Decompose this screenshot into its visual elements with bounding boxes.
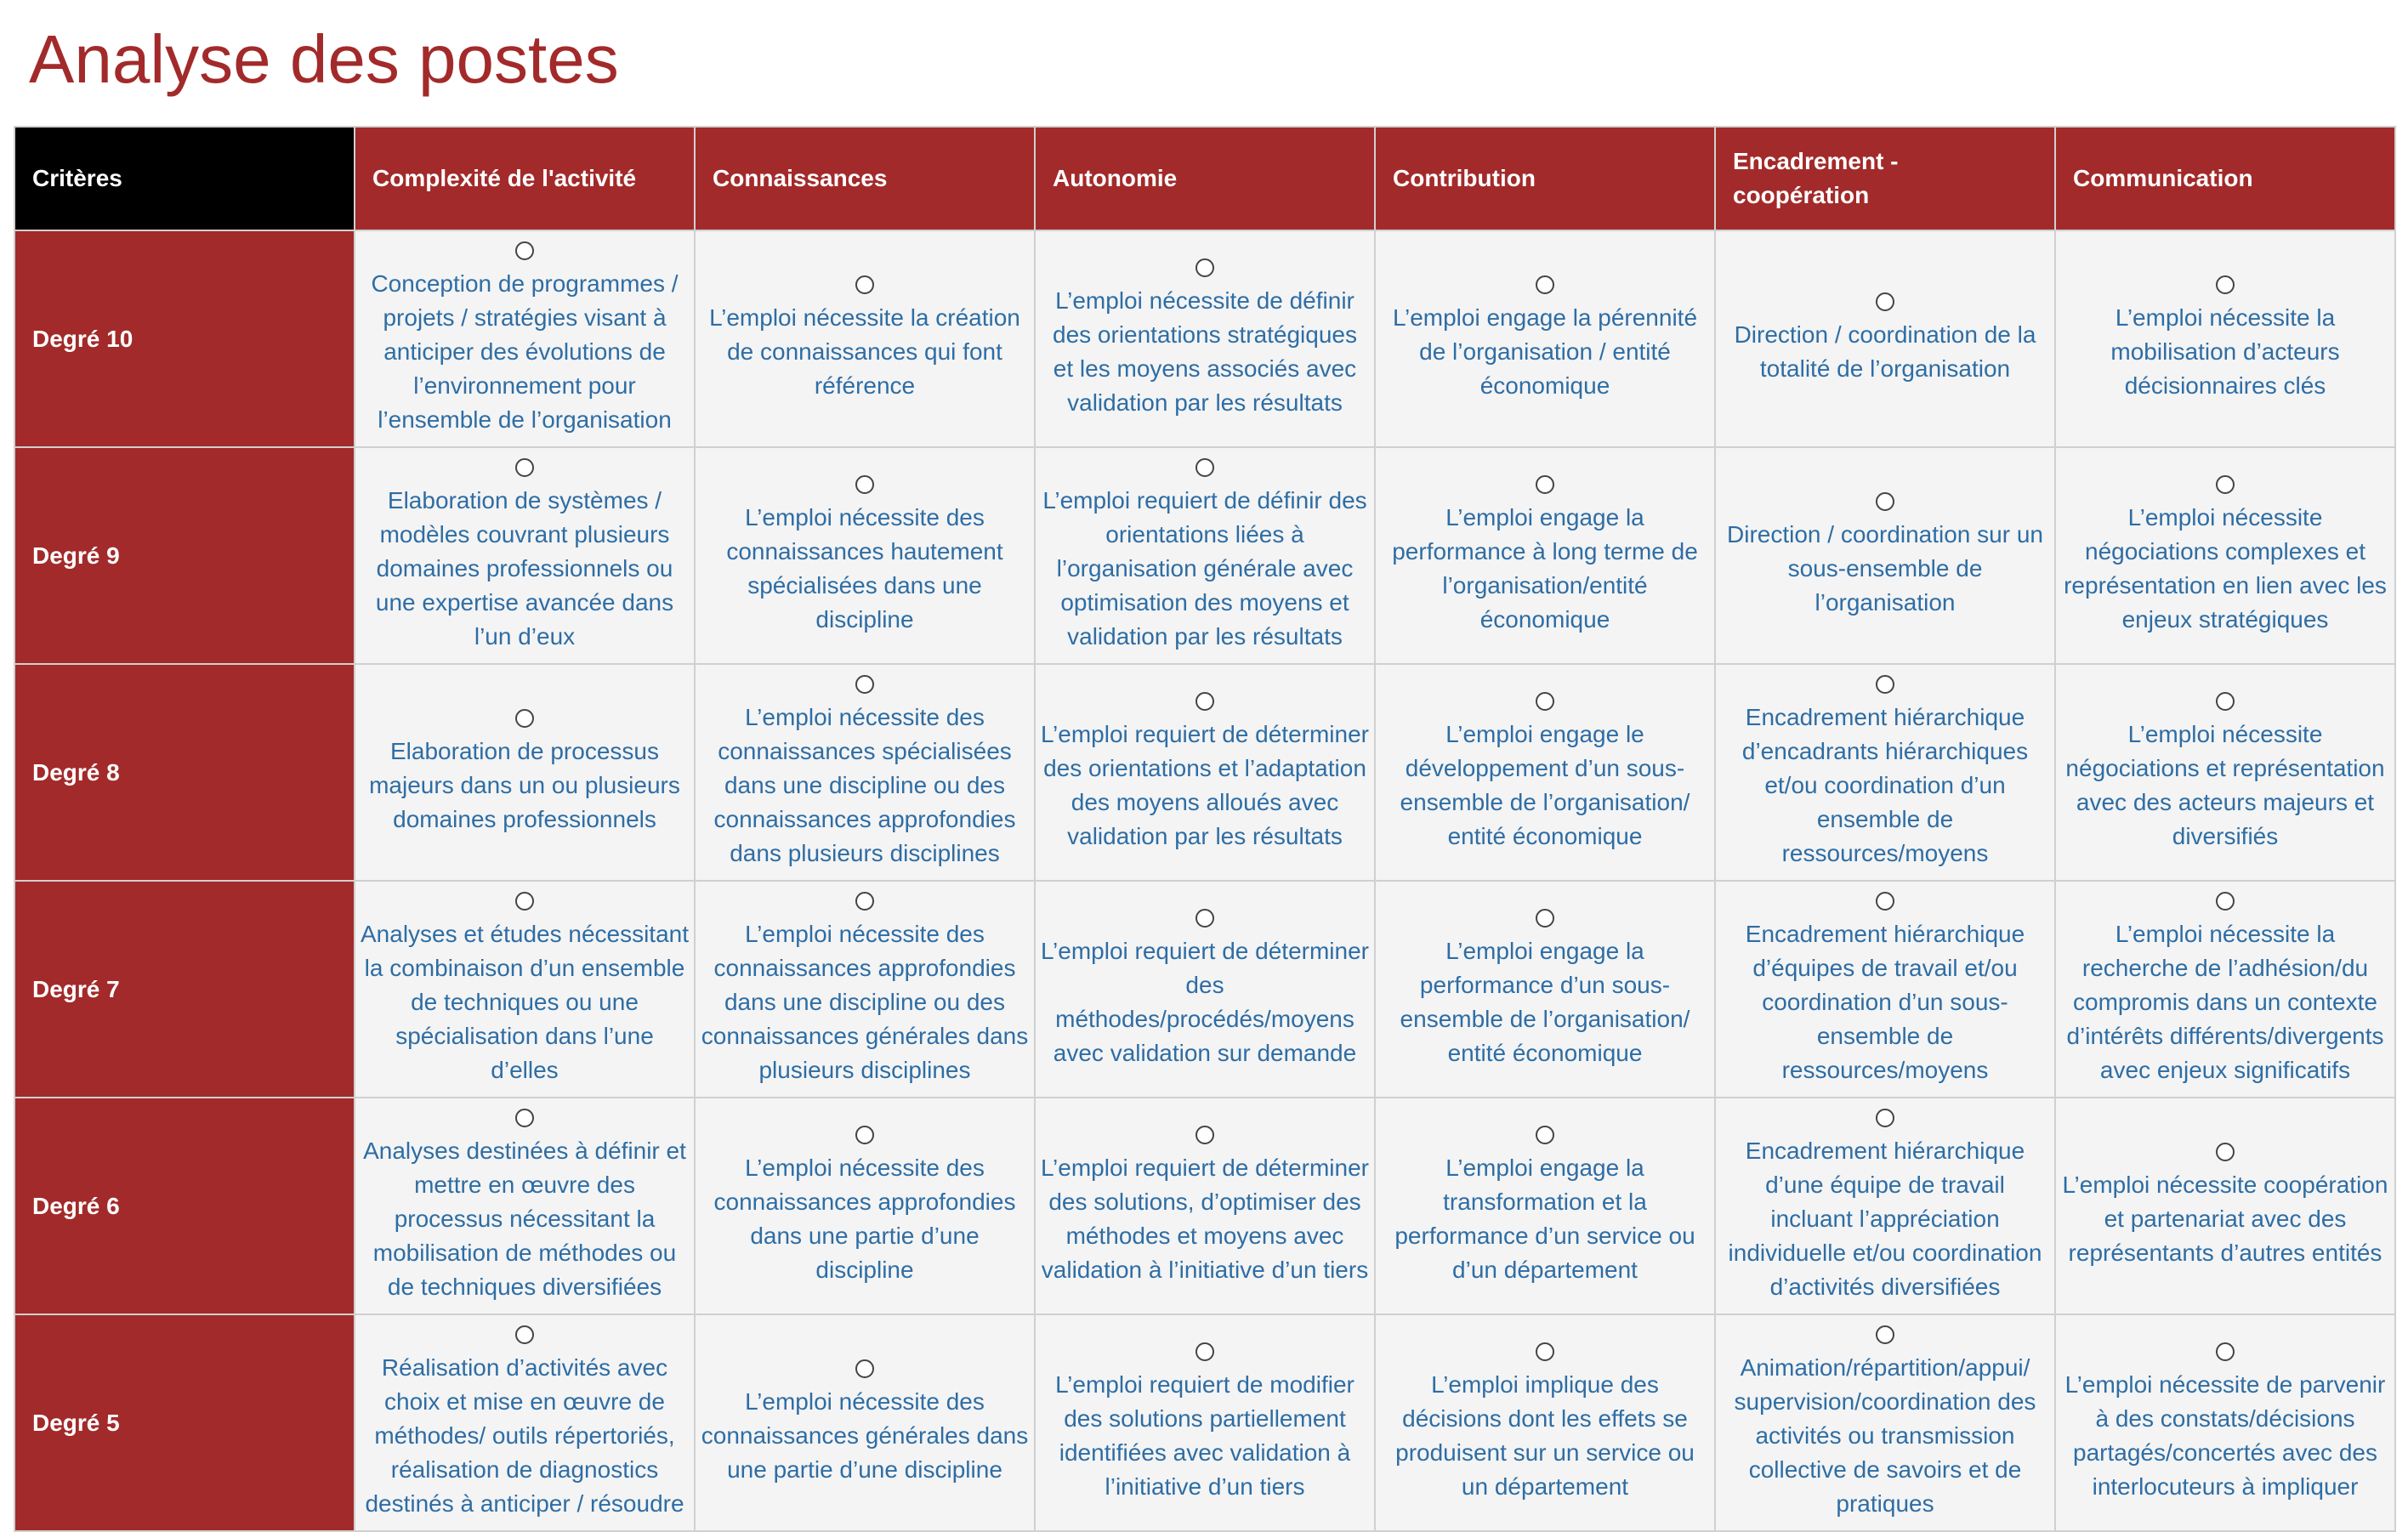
degree-row (14, 230, 2395, 447)
option-content (701, 275, 1029, 403)
option-content (2061, 1143, 2389, 1270)
option-radio[interactable] (855, 1126, 874, 1144)
degree-label: Degré 9 (14, 447, 355, 664)
option-content (1381, 692, 1709, 854)
option-cell[interactable] (355, 230, 695, 447)
option-content (701, 1359, 1029, 1487)
option-description: L’emploi nécessite des connaissances hautement spécialisées dans une discipline (726, 503, 1003, 633)
option-radio[interactable] (515, 1325, 534, 1344)
option-cell[interactable] (1715, 1098, 2055, 1314)
degree-label: Degré 7 (14, 881, 355, 1098)
criteria-header: Critères (14, 127, 355, 230)
option-description: L’emploi engage la pérennité de l’organisation / entité économique (1392, 304, 1698, 399)
option-cell[interactable] (1715, 664, 2055, 881)
option-radio[interactable] (2216, 692, 2235, 711)
option-content (1381, 475, 1709, 637)
option-cell[interactable] (355, 664, 695, 881)
option-cell[interactable] (2055, 664, 2395, 881)
option-content (2061, 275, 2389, 403)
option-cell[interactable] (1035, 1098, 1375, 1314)
degree-row (14, 1098, 2395, 1314)
option-radio[interactable] (855, 275, 874, 294)
option-radio[interactable] (1536, 275, 1554, 294)
option-radio[interactable] (1876, 1325, 1894, 1344)
option-content (1381, 909, 1709, 1070)
option-radio[interactable] (1195, 1342, 1214, 1361)
option-content (701, 1126, 1029, 1287)
header-row (14, 127, 2395, 230)
option-content (1381, 1342, 1709, 1504)
option-content (361, 458, 689, 654)
option-description: L’emploi engage le développement d’un sous-ensemble de l’organisation/ entité économique (1400, 720, 1690, 849)
option-cell[interactable] (1375, 1314, 1715, 1531)
option-cell[interactable] (355, 1098, 695, 1314)
option-description: Encadrement hiérarchique d’une équipe de travail incluant l’appréciation individuelle et/ou coordination d’activités diversifiées (1728, 1137, 2042, 1300)
option-radio[interactable] (1876, 492, 1894, 511)
option-cell[interactable] (1715, 447, 2055, 664)
option-content (1381, 275, 1709, 403)
option-radio[interactable] (2216, 275, 2235, 294)
option-content (361, 1325, 689, 1521)
degree-row (14, 881, 2395, 1098)
option-radio[interactable] (855, 1359, 874, 1378)
option-description: L’emploi nécessite la mobilisation d’acteurs décisionnaires clés (2110, 304, 2340, 399)
option-radio[interactable] (2216, 1143, 2235, 1161)
option-cell[interactable] (1375, 230, 1715, 447)
option-description: L’emploi requiert de déterminer des méthodes/procédés/moyens avec validation sur demande (1041, 937, 1369, 1066)
option-cell[interactable] (1375, 881, 1715, 1098)
option-description: L’emploi requiert de définir des orientations liées à l’organisation générale avec optimisation des moyens et validation par les résultats (1042, 486, 1367, 650)
option-radio[interactable] (1195, 258, 1214, 277)
option-content (2061, 475, 2389, 637)
job-analysis-grid (14, 126, 2394, 1532)
option-radio[interactable] (515, 1109, 534, 1127)
option-description: Direction / coordination de la totalité de l’organisation (1734, 321, 2036, 382)
option-description: Elaboration de processus majeurs dans un ou plusieurs domaines professionnels (369, 737, 680, 832)
option-cell[interactable] (695, 664, 1035, 881)
option-cell[interactable] (695, 1098, 1035, 1314)
option-description: Animation/répartition/appui/ supervision/coordination des activités ou transmission collective de savoirs et de pratiques (1734, 1353, 2036, 1517)
option-description: L’emploi nécessite la recherche de l’adhésion/du compromis dans un contexte d’intérêts différents/divergents avec enjeux significatifs (2066, 920, 2384, 1083)
degree-label: Degré 8 (14, 664, 355, 881)
option-radio[interactable] (855, 892, 874, 911)
option-cell[interactable] (695, 1314, 1035, 1531)
option-description: L’emploi nécessite des connaissances générales dans une partie d’une discipline (701, 1387, 1029, 1483)
option-radio[interactable] (515, 709, 534, 728)
option-radio[interactable] (1195, 458, 1214, 477)
option-radio[interactable] (1536, 1342, 1554, 1361)
option-description: L’emploi nécessite des connaissances approfondies dans une partie d’une discipline (713, 1154, 1016, 1283)
option-radio[interactable] (1876, 292, 1894, 311)
option-description: L’emploi nécessite négociations et représentation avec des acteurs majeurs et diversifiés (2065, 720, 2385, 849)
option-content (701, 475, 1029, 637)
option-radio[interactable] (1536, 692, 1554, 711)
option-radio[interactable] (1876, 1109, 1894, 1127)
column-header-4: Contribution (1375, 127, 1715, 230)
option-description: Encadrement hiérarchique d’équipes de travail et/ou coordination d’un sous-ensemble de ressources/moyens (1745, 920, 2025, 1083)
column-header-2: Connaissances (695, 127, 1035, 230)
option-radio[interactable] (1876, 892, 1894, 911)
option-content (361, 892, 689, 1087)
option-description: L’emploi nécessite des connaissances approfondies dans une discipline ou des connaissances générales dans plusieurs disciplines (701, 920, 1029, 1083)
option-description: L’emploi implique des décisions dont les effets se produisent sur un service ou un département (1395, 1370, 1695, 1500)
option-cell[interactable] (2055, 1098, 2395, 1314)
option-content (1721, 1325, 2049, 1521)
option-content (361, 241, 689, 437)
option-cell[interactable] (1715, 881, 2055, 1098)
column-header-3: Autonomie (1035, 127, 1375, 230)
option-content (1041, 692, 1369, 854)
option-radio[interactable] (855, 475, 874, 494)
option-content (361, 1109, 689, 1304)
option-content (1721, 892, 2049, 1087)
option-cell[interactable] (1035, 881, 1375, 1098)
option-description: L’emploi engage la performance à long terme de l’organisation/entité économique (1392, 503, 1698, 633)
option-content (1721, 675, 2049, 871)
option-description: L’emploi nécessite la création de connaissances qui font référence (709, 304, 1020, 399)
option-content (2061, 692, 2389, 854)
option-description: L’emploi nécessite négociations complexes et représentation en lien avec les enjeux stratégiques (2064, 503, 2387, 633)
option-cell[interactable] (1715, 1314, 2055, 1531)
option-radio[interactable] (1876, 675, 1894, 694)
option-radio[interactable] (1195, 1126, 1214, 1144)
degree-label: Degré 6 (14, 1098, 355, 1314)
option-cell[interactable] (355, 447, 695, 664)
option-radio[interactable] (855, 675, 874, 694)
option-content (701, 675, 1029, 871)
option-radio[interactable] (1536, 1126, 1554, 1144)
column-header-6: Communication (2055, 127, 2395, 230)
criteria-table (14, 126, 2396, 1532)
option-content (1041, 458, 1369, 654)
option-cell[interactable] (695, 881, 1035, 1098)
option-description: Analyses destinées à définir et mettre en œuvre des processus nécessitant la mobilisation de méthodes ou de techniques diversifiées (363, 1137, 686, 1300)
option-content (1721, 492, 2049, 620)
column-header-1: Complexité de l'activité (355, 127, 695, 230)
option-cell[interactable] (2055, 230, 2395, 447)
option-cell[interactable] (1375, 447, 1715, 664)
page-title: Analyse des postes (29, 21, 619, 97)
option-cell[interactable] (355, 881, 695, 1098)
option-description: L’emploi nécessite coopération et partenariat avec des représentants d’autres entités (2062, 1171, 2388, 1266)
option-content (2061, 892, 2389, 1087)
option-description: Réalisation d’activités avec choix et mise en œuvre de méthodes/ outils répertoriés, réalisation de diagnostics destinés à anticiper / résoudre (365, 1353, 684, 1517)
option-radio[interactable] (1195, 692, 1214, 711)
degree-label: Degré 5 (14, 1314, 355, 1531)
option-cell[interactable] (1035, 447, 1375, 664)
option-cell[interactable] (695, 230, 1035, 447)
degree-row (14, 664, 2395, 881)
option-content (1041, 1126, 1369, 1287)
option-description: L’emploi engage la performance d’un sous-ensemble de l’organisation/ entité économique (1400, 937, 1690, 1066)
degree-row (14, 447, 2395, 664)
option-cell[interactable] (1035, 664, 1375, 881)
option-radio[interactable] (1536, 909, 1554, 928)
option-description: L’emploi requiert de déterminer des solutions, d’optimiser des méthodes et moyens avec validation à l’initiative d’un tiers (1041, 1154, 1369, 1283)
option-radio[interactable] (2216, 475, 2235, 494)
option-cell[interactable] (2055, 447, 2395, 664)
column-header-5: Encadrement - coopération (1715, 127, 2055, 230)
degree-row (14, 1314, 2395, 1531)
option-description: Encadrement hiérarchique d’encadrants hiérarchiques et/ou coordination d’un ensemble de ressources/moyens (1741, 703, 2029, 866)
option-radio[interactable] (515, 458, 534, 477)
option-cell[interactable] (1035, 230, 1375, 447)
option-content (1041, 258, 1369, 420)
option-content (2061, 1342, 2389, 1504)
option-radio[interactable] (2216, 892, 2235, 911)
option-cell[interactable] (355, 1314, 695, 1531)
option-cell[interactable] (2055, 1314, 2395, 1531)
option-radio[interactable] (515, 892, 534, 911)
option-content (1721, 292, 2049, 386)
option-description: L’emploi nécessite de définir des orientations stratégiques et les moyens associés avec validation par les résultats (1053, 287, 1357, 416)
option-content (361, 709, 689, 837)
option-radio[interactable] (1195, 909, 1214, 928)
option-content (701, 892, 1029, 1087)
option-cell[interactable] (1375, 664, 1715, 881)
option-description: Analyses et études nécessitant la combinaison d’un ensemble de techniques ou une spécialisation dans l’une d’elles (361, 920, 690, 1083)
option-cell[interactable] (1375, 1098, 1715, 1314)
option-radio[interactable] (1536, 475, 1554, 494)
option-radio[interactable] (2216, 1342, 2235, 1361)
option-cell[interactable] (695, 447, 1035, 664)
option-content (1041, 1342, 1369, 1504)
option-description: Elaboration de systèmes / modèles couvrant plusieurs domaines professionnels ou une expertise avancée dans l’un d’eux (375, 486, 674, 650)
option-content (1381, 1126, 1709, 1287)
option-content (1041, 909, 1369, 1070)
option-radio[interactable] (515, 241, 534, 260)
option-description: Direction / coordination sur un sous-ensemble de l’organisation (1727, 520, 2043, 616)
option-content (1721, 1109, 2049, 1304)
option-cell[interactable] (1715, 230, 2055, 447)
degree-label: Degré 10 (14, 230, 355, 447)
option-description: L’emploi nécessite des connaissances spécialisées dans une discipline ou des connaissances approfondies dans plusieurs disciplines (713, 703, 1016, 866)
option-description: L’emploi nécessite de parvenir à des constats/décisions partagés/concertés avec des interlocuteurs à impliquer (2064, 1370, 2386, 1500)
option-description: L’emploi requiert de déterminer des orientations et l’adaptation des moyens alloués avec validation par les résultats (1041, 720, 1369, 849)
option-cell[interactable] (1035, 1314, 1375, 1531)
option-description: L’emploi requiert de modifier des solutions partiellement identifiées avec validation à l’initiative d’un tiers (1055, 1370, 1354, 1500)
option-description: L’emploi engage la transformation et la performance d’un service ou d’un département (1394, 1154, 1695, 1283)
option-cell[interactable] (2055, 881, 2395, 1098)
option-description: Conception de programmes / projets / stratégies visant à anticiper des évolutions de l’environnement pour l’ensemble de l’organisation (371, 270, 679, 433)
